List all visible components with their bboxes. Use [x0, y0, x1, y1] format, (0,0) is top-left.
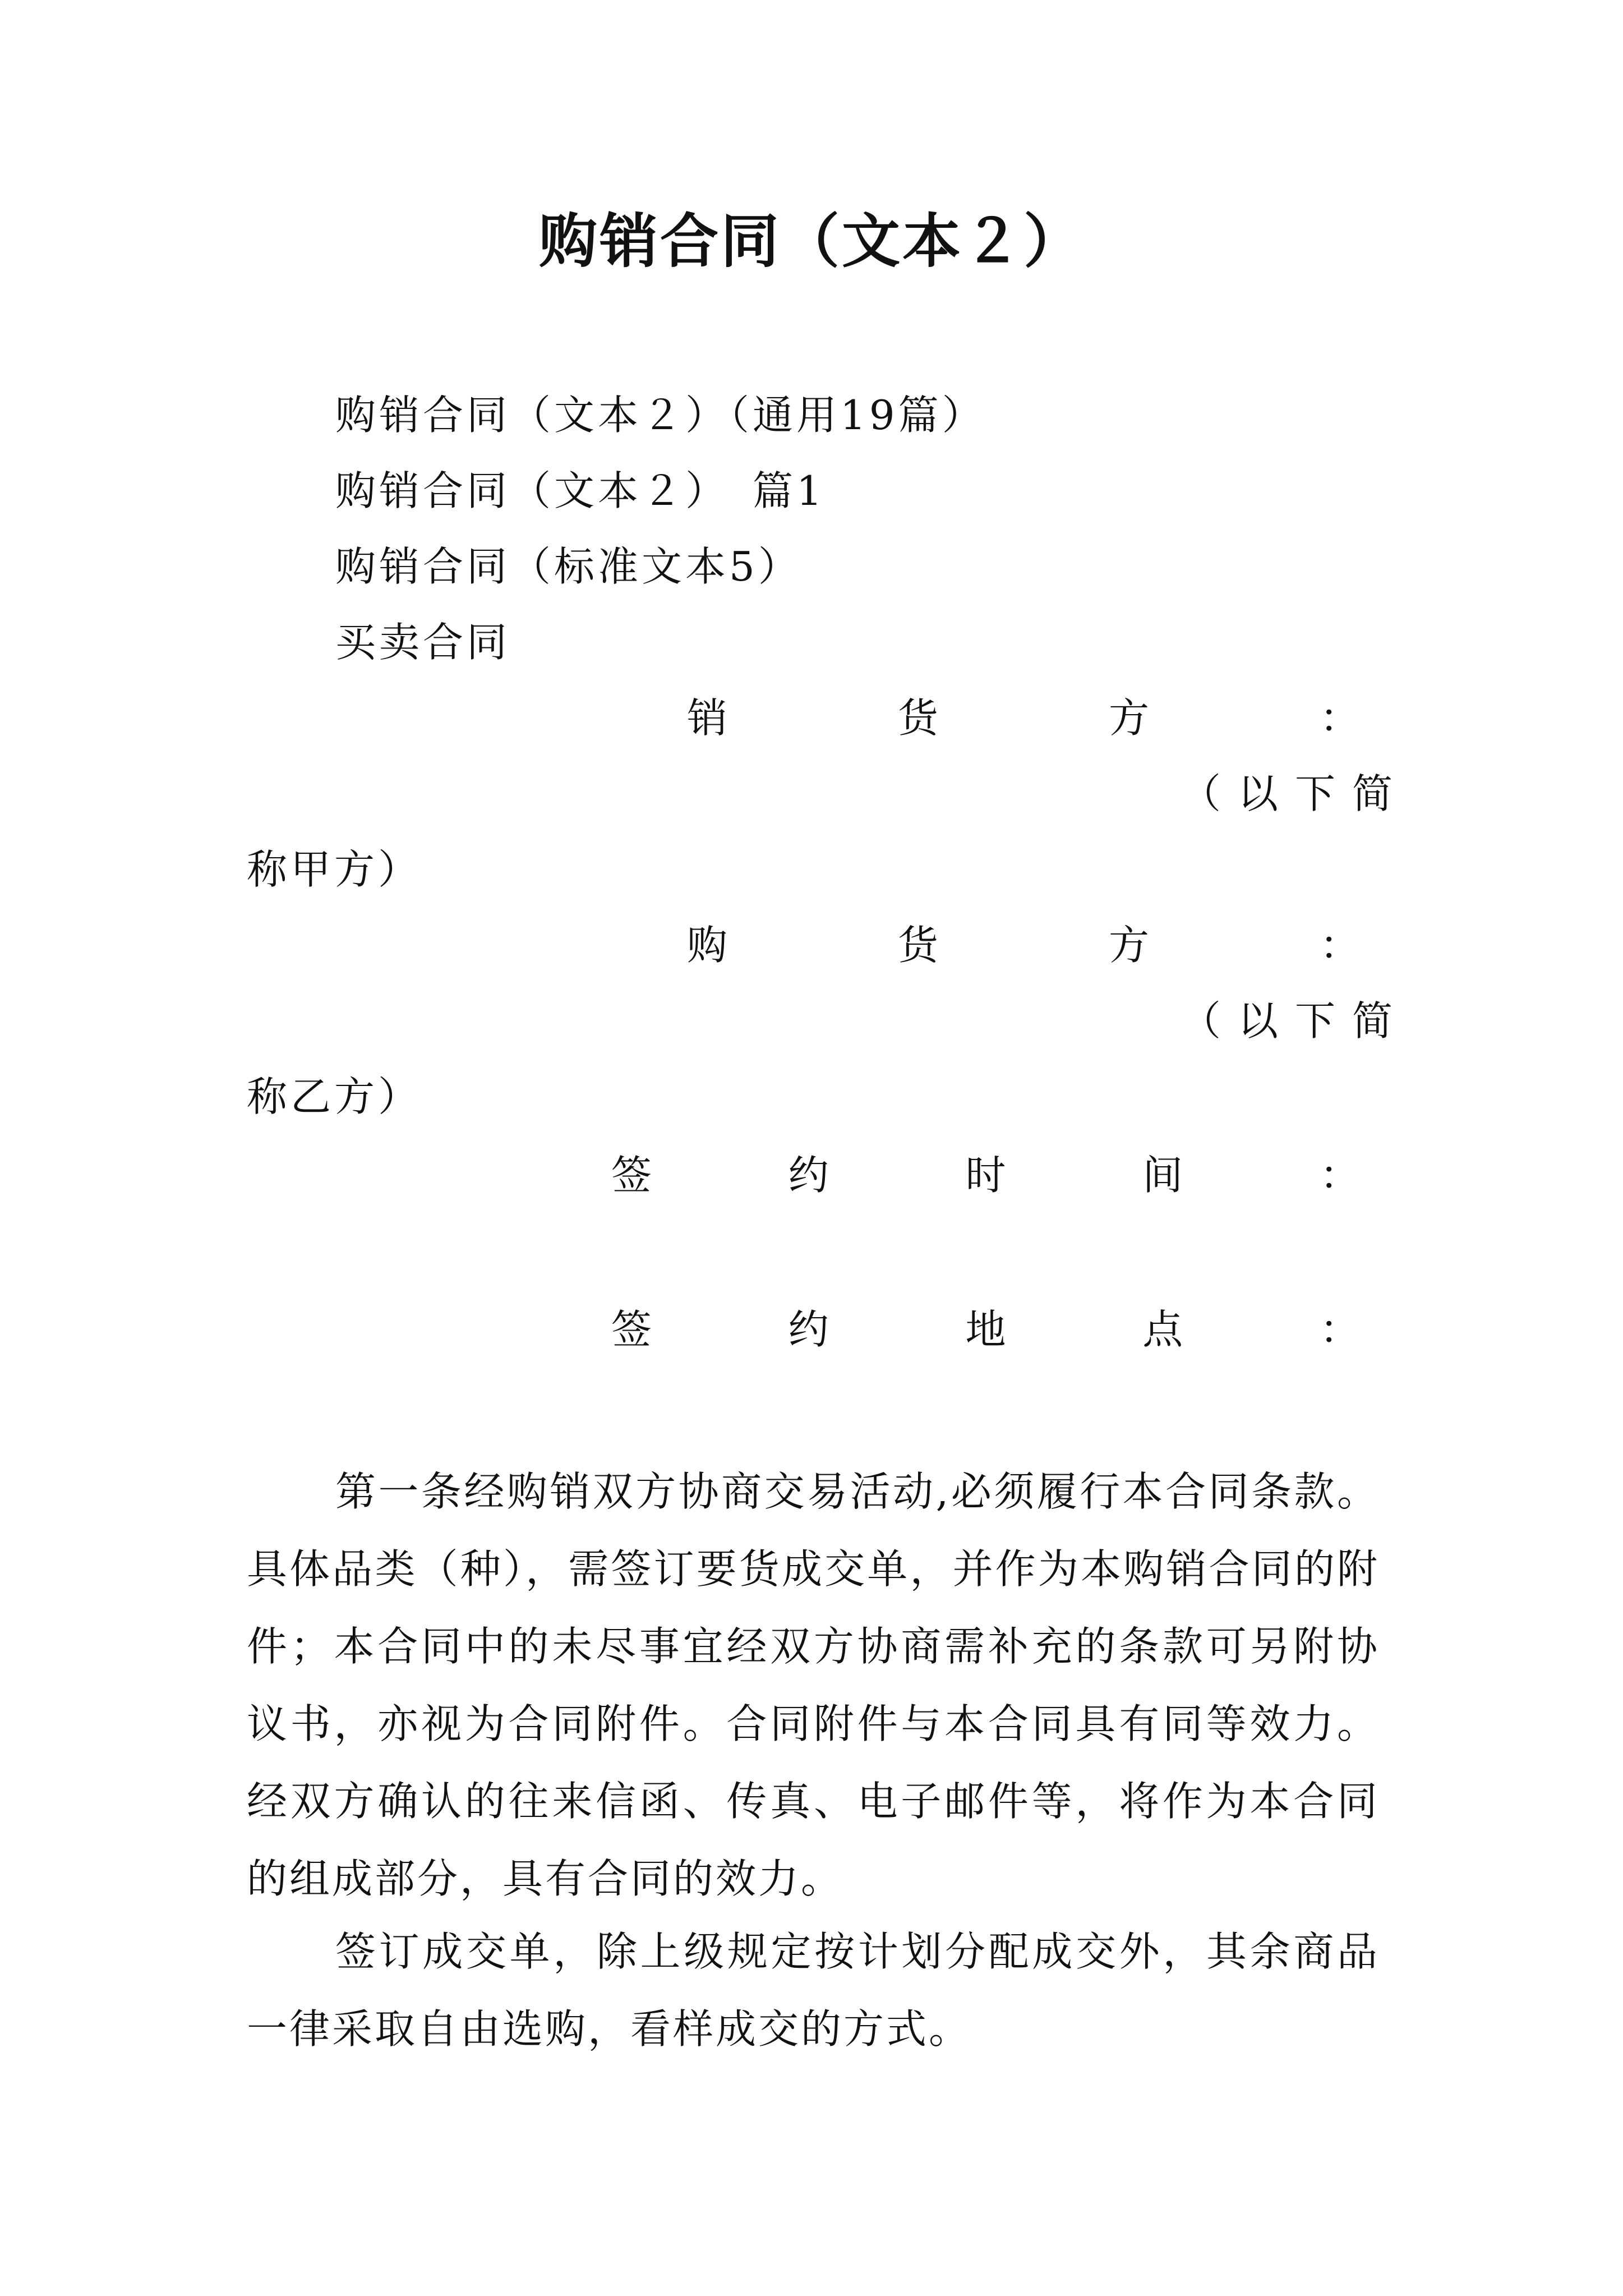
contract-heading: 买卖合同	[335, 619, 511, 666]
seller-label	[687, 690, 1360, 746]
sign-place-char: 签	[611, 1306, 652, 1353]
sign-time-char: 约	[788, 1152, 829, 1199]
seller-char: 方	[1108, 694, 1149, 742]
sign-time-char: ：	[1319, 1152, 1360, 1199]
sign-time-char: 签	[611, 1152, 652, 1199]
sign-place-char: 点	[1142, 1306, 1183, 1353]
seller-char: 销	[687, 694, 728, 742]
article-1-paragraph: 第一条经购销双方协商交易活动,必须履行本合同条款。具体品类（种），需签订要货成交单，并作为本购销合同的附件；本合同中的未尽事宜经双方协商需补充的条款可另附协议书，亦视为合同附件。合同附件与本合同具有同等效力。经双方确认的往来信函、传真、电子邮件等，将作为本合同的组成部分，具有合同的效力。	[247, 1468, 1380, 1902]
buyer-label	[687, 917, 1360, 973]
seller-note-cont: 称甲方）	[247, 846, 422, 893]
sign-time-char: 时	[965, 1152, 1006, 1199]
toc-line-1: 购销合同（文本２）（通用19篇）	[335, 392, 986, 439]
buyer-char: ：	[1319, 922, 1360, 969]
buyer-char: 购	[687, 922, 728, 969]
toc-line-3: 购销合同（标准文本5）	[335, 543, 802, 590]
seller-char: 货	[897, 694, 938, 742]
order-paragraph: 签订成交单，除上级规定按计划分配成交外，其余商品一律采取自由选购，看样成交的方式。	[247, 1928, 1380, 2053]
buyer-char: 货	[897, 922, 938, 969]
sign-place-char: 地	[965, 1306, 1006, 1353]
seller-note: （以下简	[1181, 770, 1410, 817]
buyer-note-cont: 称乙方）	[247, 1073, 422, 1120]
sign-time-label	[611, 1147, 1360, 1203]
toc-line-2: 购销合同（文本２） 篇1	[335, 467, 826, 514]
sign-place-char: 约	[788, 1306, 829, 1353]
seller-char: ：	[1319, 694, 1360, 742]
sign-time-char: 间	[1142, 1152, 1183, 1199]
sign-place-label	[611, 1301, 1360, 1358]
sign-place-char: ：	[1319, 1306, 1360, 1353]
document-title: 购销合同（文本２）	[538, 206, 1084, 275]
buyer-note: （以下简	[1181, 997, 1410, 1045]
buyer-char: 方	[1108, 922, 1149, 969]
